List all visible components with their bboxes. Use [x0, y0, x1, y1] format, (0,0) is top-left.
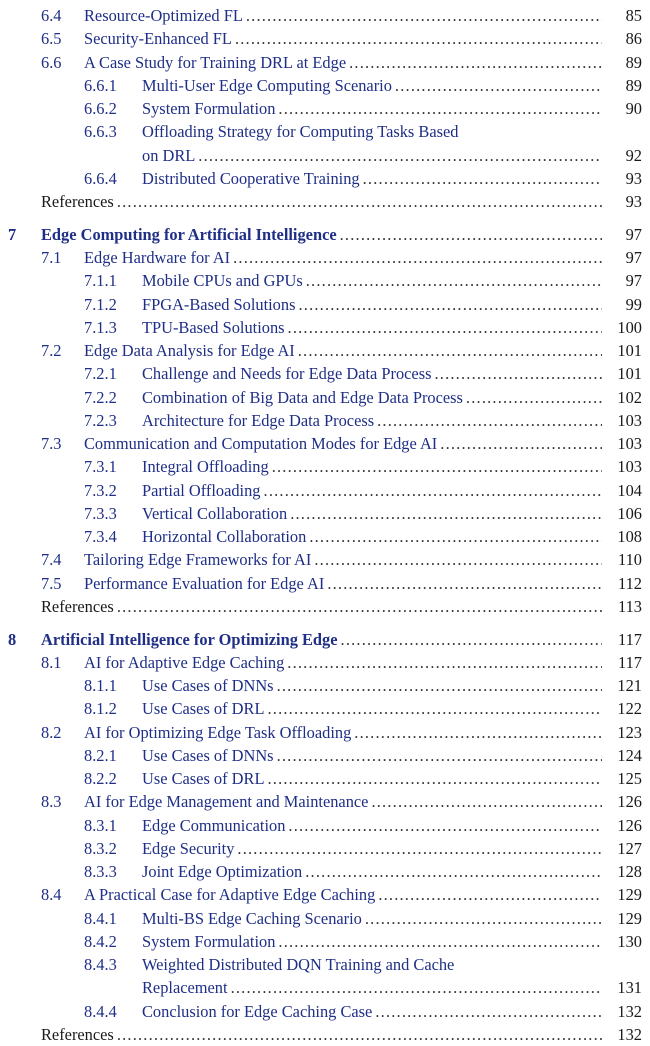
toc-entry-page-number: 129 [617, 885, 642, 905]
toc-entry-title[interactable]: AI for Edge Management and Maintenance [84, 792, 369, 812]
dot-leader [338, 628, 602, 651]
toc-entry-title-cell [142, 144, 602, 167]
toc-subsection-entry[interactable] [0, 120, 650, 143]
toc-entry-page-number: 102 [617, 387, 642, 407]
toc-entry-title-cell [142, 744, 602, 767]
dot-leader [269, 455, 602, 478]
toc-subsection-entry[interactable] [0, 269, 650, 292]
toc-entry-title[interactable]: System Formulation [142, 99, 276, 118]
toc-entry-number: 8.4.1 [84, 908, 117, 928]
dot-leader [287, 502, 602, 525]
toc-subsection-entry[interactable] [0, 167, 650, 190]
toc-entry-title-cell [142, 976, 602, 999]
toc-entry-number: 8.4.2 [84, 931, 117, 951]
toc-entry-title-cell [142, 525, 602, 548]
toc-entry-number: 7.2.2 [84, 387, 117, 407]
toc-entry-number: 7.3.4 [84, 527, 117, 546]
toc-references-entry[interactable] [0, 1023, 650, 1046]
toc-entry-title[interactable]: References [41, 1024, 114, 1044]
toc-entry-page-number: 132 [617, 1024, 642, 1044]
toc-chapter-entry[interactable] [0, 223, 650, 246]
toc-entry-page-number: 125 [617, 769, 642, 788]
dot-leader [295, 293, 602, 316]
toc-entry-title[interactable]: AI for Adaptive Edge Caching [84, 652, 285, 672]
toc-entry-number: 8.3.1 [84, 815, 117, 835]
toc-entry-title-cell [84, 27, 602, 50]
toc-entry-page-number: 123 [617, 722, 642, 742]
toc-entry-title[interactable]: System Formulation [142, 931, 276, 951]
toc-section-entry[interactable] [0, 246, 650, 269]
dot-leader [302, 860, 602, 883]
toc-entry-title[interactable]: Tailoring Edge Frameworks for AI [84, 550, 312, 570]
toc-subsection-entry[interactable] [0, 697, 650, 720]
toc-entry-number: 7.3.3 [84, 503, 117, 523]
toc-entry-title[interactable]: A Case Study for Training DRL at Edge [84, 52, 347, 72]
toc-entry-title-cell [84, 4, 602, 27]
toc-entry-page-number: 130 [617, 931, 642, 951]
dot-leader [275, 930, 602, 953]
toc-entry-title-cell [142, 167, 602, 190]
toc-entry-title-cell [84, 548, 602, 571]
toc-entry-title-cell [41, 1023, 602, 1046]
toc-section-entry[interactable] [0, 27, 650, 50]
toc-subsection-entry[interactable] [0, 837, 650, 860]
toc-entry-number: 7.1.1 [84, 271, 117, 291]
toc-entry-number: 7.5 [41, 573, 62, 593]
toc-entry-number: 8.2 [41, 722, 62, 742]
toc-entry-page-number: 104 [617, 480, 642, 500]
toc-entry-title[interactable]: References [41, 192, 114, 211]
dot-leader [232, 27, 602, 50]
toc-entry-title-cell [142, 97, 602, 120]
toc-subsection-entry[interactable] [0, 767, 650, 790]
dot-leader [431, 362, 602, 385]
toc-section-entry[interactable] [0, 651, 650, 674]
toc-entry-title-cell [142, 907, 602, 930]
toc-entry-number: 8.4.4 [84, 1001, 117, 1021]
toc-entry-number: 8.1.1 [84, 676, 117, 695]
toc-entry-title-cell [142, 455, 602, 478]
toc-entry-title-cell [84, 651, 602, 674]
toc-entry-title-cell [142, 293, 602, 316]
toc-entry-title[interactable]: Weighted Distributed DQN Training and Cache [142, 955, 455, 974]
toc-entry-title[interactable]: References [41, 596, 114, 616]
dot-leader [243, 4, 602, 27]
toc-entry-page-number: 129 [617, 908, 642, 928]
toc-entry-number: 7 [8, 224, 17, 244]
toc-entry-continuation[interactable] [0, 144, 650, 167]
toc-subsection-entry[interactable] [0, 1000, 650, 1023]
toc-entry-title[interactable]: A Practical Case for Adaptive Edge Caching [84, 885, 376, 905]
toc-entry-title[interactable]: Communication and Computation Modes for Edge AI [84, 434, 438, 453]
toc-section-entry[interactable] [0, 883, 650, 906]
toc-entry-number: 7.1.2 [84, 294, 117, 314]
toc-entry-number: 7.4 [41, 550, 62, 570]
toc-section-entry[interactable] [0, 4, 650, 27]
toc-entry-page-number: 117 [618, 652, 642, 672]
toc-entry-title-cell [142, 814, 602, 837]
toc-subsection-entry[interactable] [0, 907, 650, 930]
toc-section-entry[interactable] [0, 51, 650, 74]
toc-subsection-entry[interactable] [0, 74, 650, 97]
toc-entry-number: 6.4 [41, 6, 62, 25]
toc-entry-title-cell [142, 120, 602, 143]
toc-entry-title-cell [142, 386, 602, 409]
toc-entry-page-number: 126 [617, 815, 642, 835]
toc-entry-number: 7.2 [41, 341, 62, 360]
dot-leader [360, 167, 602, 190]
toc-entry-number: 7.2.3 [84, 410, 117, 430]
toc-entry-title[interactable]: Distributed Cooperative Training [142, 168, 360, 188]
toc-subsection-entry[interactable] [0, 930, 650, 953]
toc-subsection-entry[interactable] [0, 953, 650, 976]
toc-entry-title[interactable]: Partial Offloading [142, 480, 261, 500]
toc-entry-title[interactable]: Edge Hardware for AI [84, 248, 231, 267]
toc-entry-title[interactable]: Integral Offloading [142, 457, 269, 477]
toc-entry-page-number: 89 [625, 75, 642, 95]
dot-leader [337, 223, 602, 246]
toc-entry-title[interactable]: on DRL [142, 145, 196, 165]
dot-leader [228, 976, 602, 999]
toc-entry-title[interactable]: Use Cases of DRL [142, 699, 265, 719]
toc-entry-title-cell [84, 432, 602, 455]
toc-entry-title[interactable]: Horizontal Collaboration [142, 527, 307, 546]
dot-leader [362, 907, 602, 930]
toc-entry-number: 6.6.1 [84, 75, 117, 95]
toc-entry-title[interactable]: Artificial Intelligence for Optimizing Edge [41, 629, 338, 649]
toc-entry-number: 6.5 [41, 29, 62, 49]
toc-entry-title[interactable]: AI for Optimizing Edge Task Offloading [84, 722, 352, 742]
toc-subsection-entry[interactable] [0, 502, 650, 525]
toc-entry-title[interactable]: Use Cases of DNNs [142, 676, 274, 695]
toc-entry-title-cell [84, 339, 602, 362]
dot-leader [295, 339, 602, 362]
toc-entry-title-cell [142, 409, 602, 432]
toc-section-entry[interactable] [0, 432, 650, 455]
toc-entry-title-cell [142, 953, 602, 976]
dot-leader [372, 1000, 602, 1023]
toc-entry-page-number: 93 [625, 192, 642, 211]
toc-subsection-entry[interactable] [0, 814, 650, 837]
toc-entry-title[interactable]: Offloading Strategy for Computing Tasks Based [142, 122, 459, 142]
toc-entry-title-cell [142, 1000, 602, 1023]
toc-subsection-entry[interactable] [0, 860, 650, 883]
dot-leader [351, 721, 602, 744]
toc-entry-title-cell [41, 628, 602, 651]
dot-leader [230, 246, 602, 269]
toc-entry-title[interactable]: Use Cases of DRL [142, 769, 265, 788]
dot-leader [234, 837, 602, 860]
toc-entry-title[interactable]: Multi-BS Edge Caching Scenario [142, 908, 362, 928]
toc-subsection-entry[interactable] [0, 362, 650, 385]
toc-entry-number: 8.2.1 [84, 745, 117, 765]
toc-entry-title[interactable]: Joint Edge Optimization [142, 862, 303, 881]
toc-entry-number: 8.3 [41, 792, 62, 812]
toc-section-entry[interactable] [0, 572, 650, 595]
toc-entry-title-cell [142, 674, 602, 697]
toc-entry-title[interactable]: Multi-User Edge Computing Scenario [142, 75, 392, 95]
dot-leader [463, 386, 602, 409]
toc-entry-page-number: 132 [617, 1001, 642, 1021]
dot-leader [346, 51, 602, 74]
toc-entry-page-number: 97 [625, 271, 642, 291]
toc-entry-page-number: 97 [625, 248, 642, 267]
toc-entry-title[interactable]: Edge Computing for Artificial Intelligence [41, 224, 337, 244]
toc-subsection-entry[interactable] [0, 525, 650, 548]
toc-entry-title-cell [84, 883, 602, 906]
dot-leader [264, 767, 602, 790]
toc-entry-page-number: 128 [617, 862, 642, 881]
toc-entry-page-number: 117 [618, 629, 642, 649]
toc-subsection-entry[interactable] [0, 409, 650, 432]
toc-entry-number: 6.6 [41, 52, 62, 72]
toc-entry-title-cell [142, 362, 602, 385]
toc-entry-title-cell [41, 190, 602, 213]
dot-leader [368, 790, 602, 813]
toc-entry-title[interactable]: Combination of Big Data and Edge Data Process [142, 387, 463, 407]
toc-entry-number: 8.4.3 [84, 955, 117, 974]
toc-entry-page-number: 89 [625, 52, 642, 72]
toc-entry-page-number: 113 [618, 596, 642, 616]
toc-section-entry[interactable] [0, 339, 650, 362]
toc-entry-page-number: 124 [617, 745, 642, 765]
toc-entry-title[interactable]: Performance Evaluation for Edge AI [84, 573, 325, 593]
toc-entry-title-cell [142, 479, 602, 502]
toc-entry-page-number: 97 [625, 224, 642, 244]
toc-entry-page-number: 85 [625, 6, 642, 25]
dot-leader [284, 651, 602, 674]
toc-entry-page-number: 122 [617, 699, 642, 719]
toc-entry-title[interactable]: Use Cases of DNNs [142, 745, 274, 765]
toc-entry-title-cell [41, 595, 602, 618]
toc-entry-title[interactable]: TPU-Based Solutions [142, 317, 285, 337]
toc-entry-page-number: 121 [617, 676, 642, 695]
toc-entry-title[interactable]: Edge Security [142, 838, 235, 858]
toc-entry-title-cell [84, 572, 602, 595]
toc-entry-page-number: 90 [625, 99, 642, 118]
toc-entry-number: 8.2.2 [84, 769, 117, 788]
toc-entry-page-number: 103 [617, 457, 642, 477]
toc-entry-page-number: 101 [617, 364, 642, 384]
toc-entry-title-cell [142, 697, 602, 720]
dot-leader [274, 744, 602, 767]
toc-entry-title-cell [142, 502, 602, 525]
toc-entry-number: 7.3.1 [84, 457, 117, 477]
dot-leader [261, 479, 602, 502]
toc-entry-page-number: 103 [617, 434, 642, 453]
toc-entry-title-cell [41, 223, 602, 246]
toc-entry-title-cell [142, 316, 602, 339]
dot-leader [275, 97, 602, 120]
toc-entry-number: 8.1 [41, 652, 62, 672]
toc-entry-page-number: 106 [617, 503, 642, 523]
toc-references-entry[interactable] [0, 595, 650, 618]
toc-subsection-entry[interactable] [0, 293, 650, 316]
toc-entry-title[interactable]: Conclusion for Edge Caching Case [142, 1001, 373, 1021]
toc-entry-number: 7.3 [41, 434, 62, 453]
toc-entry-number: 8.4 [41, 885, 62, 905]
toc-entry-page-number: 93 [625, 168, 642, 188]
toc-entry-number: 7.1.3 [84, 317, 117, 337]
dot-leader [114, 595, 602, 618]
toc-entry-title[interactable]: Security-Enhanced FL [84, 29, 232, 49]
toc-section-entry[interactable] [0, 548, 650, 571]
toc-subsection-entry[interactable] [0, 674, 650, 697]
toc-entry-page-number: 103 [617, 410, 642, 430]
toc-subsection-entry[interactable] [0, 97, 650, 120]
dot-leader [285, 316, 602, 339]
toc-subsection-entry[interactable] [0, 744, 650, 767]
toc-entry-title-cell [84, 721, 602, 744]
toc-entry-title-cell [84, 790, 602, 813]
toc-entry-title[interactable]: Mobile CPUs and GPUs [142, 271, 303, 291]
toc-entry-number: 7.3.2 [84, 480, 117, 500]
toc-entry-title[interactable]: Challenge and Needs for Edge Data Process [142, 364, 432, 384]
toc-section-entry[interactable] [0, 790, 650, 813]
toc-entry-title[interactable]: Vertical Collaboration [142, 503, 288, 523]
toc-entry-number: 8.3.2 [84, 838, 117, 858]
toc-entry-title-cell [142, 837, 602, 860]
toc-entry-title[interactable]: Edge Data Analysis for Edge AI [84, 341, 295, 360]
toc-entry-title[interactable]: Replacement [142, 978, 228, 998]
toc-entry-title[interactable]: Edge Communication [142, 815, 286, 835]
toc-subsection-entry[interactable] [0, 455, 650, 478]
toc-entry-page-number: 127 [617, 838, 642, 858]
dot-leader [375, 883, 602, 906]
toc-entry-number: 7.2.1 [84, 364, 117, 384]
toc-subsection-entry[interactable] [0, 316, 650, 339]
toc-entry-number: 7.1 [41, 248, 62, 267]
toc-references-entry[interactable] [0, 190, 650, 213]
toc-entry-title-cell [142, 74, 602, 97]
toc-entry-number: 6.6.2 [84, 99, 117, 118]
dot-leader [374, 409, 602, 432]
toc-entry-page-number: 131 [617, 978, 642, 998]
toc-entry-title-cell [142, 767, 602, 790]
toc-entry-title[interactable]: Resource-Optimized FL [84, 6, 243, 25]
toc-entry-continuation[interactable] [0, 976, 650, 999]
toc-entry-title-cell [142, 269, 602, 292]
dot-leader [114, 1023, 602, 1046]
toc-entry-page-number: 110 [618, 550, 642, 570]
toc-entry-title-cell [84, 246, 602, 269]
toc-entry-page-number: 100 [617, 317, 642, 337]
toc-chapter-entry[interactable] [0, 628, 650, 651]
toc-section-entry[interactable] [0, 721, 650, 744]
toc-entry-number: 6.6.4 [84, 168, 117, 188]
toc-subsection-entry[interactable] [0, 479, 650, 502]
toc-entry-page-number: 112 [618, 573, 642, 593]
dot-leader [437, 432, 602, 455]
dot-leader [324, 572, 602, 595]
dot-leader [114, 190, 602, 213]
toc-entry-number: 8.3.3 [84, 862, 117, 881]
toc-entry-page-number: 126 [617, 792, 642, 812]
toc-entry-page-number: 101 [617, 341, 642, 360]
toc-entry-number: 8.1.2 [84, 699, 117, 719]
toc-entry-title[interactable]: Architecture for Edge Data Process [142, 410, 375, 430]
toc-entry-page-number: 86 [625, 29, 642, 49]
dot-leader [311, 548, 602, 571]
dot-leader [303, 269, 602, 292]
dot-leader [285, 814, 602, 837]
dot-leader [274, 674, 602, 697]
toc-entry-page-number: 99 [625, 294, 642, 314]
toc-entry-title-cell [84, 51, 602, 74]
toc-entry-page-number: 108 [617, 527, 642, 546]
dot-leader [195, 144, 602, 167]
toc-entry-number: 6.6.3 [84, 122, 117, 142]
dot-leader [264, 697, 602, 720]
toc-entry-title[interactable]: FPGA-Based Solutions [142, 294, 296, 314]
toc-entry-number: 8 [8, 629, 17, 649]
toc-entry-page-number: 92 [625, 145, 642, 165]
dot-leader [392, 74, 602, 97]
toc-entry-title-cell [142, 860, 602, 883]
dot-leader [306, 525, 602, 548]
toc-entry-title-cell [142, 930, 602, 953]
toc-subsection-entry[interactable] [0, 386, 650, 409]
table-of-contents [0, 4, 650, 1046]
